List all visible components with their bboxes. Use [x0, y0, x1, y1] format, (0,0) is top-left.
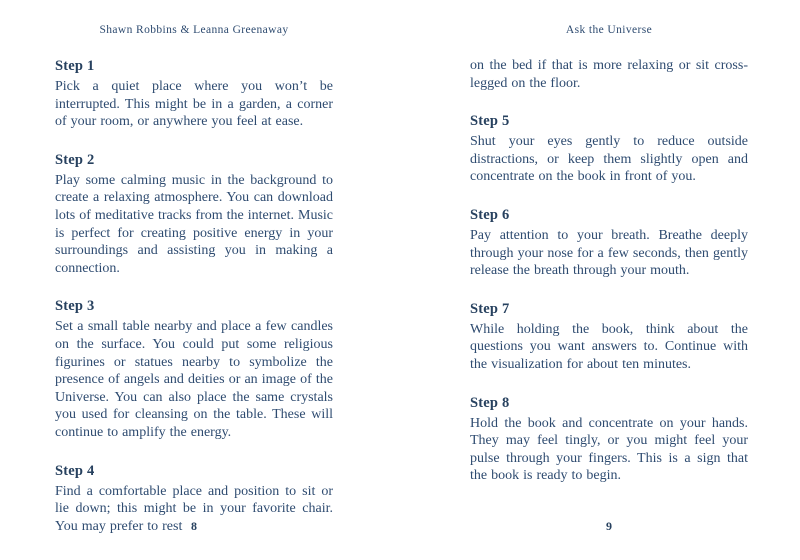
step-heading: Step 3: [55, 298, 95, 315]
step-heading: Step 2: [55, 151, 95, 168]
step-body: While holding the book, think about the questions you want answers to. Continue with the visualization for about ten minutes.: [470, 321, 748, 372]
step-body: Set a small table nearby and place a few candles on the surface. You could put some religious figurines or statues nearby to symbolize the presence of angels and deities or an image of the Universe. You can also place the same crystals you used for cleansing on the table. These will continue to amplify the energy.: [55, 319, 333, 440]
right-page-content: [470, 57, 748, 485]
right-page: [470, 0, 748, 560]
step-section-1: [55, 57, 333, 131]
step-heading: Step 4: [55, 462, 95, 479]
step-heading: Step 5: [470, 113, 510, 130]
page-number-right: 9: [606, 519, 612, 533]
step-section-6: [470, 206, 748, 280]
step-heading: Step 6: [470, 206, 510, 223]
running-head-title: Ask the Universe: [565, 24, 653, 36]
step-heading: Step 8: [470, 394, 510, 411]
step-heading: Step 1: [55, 58, 95, 74]
step-section-8: [470, 394, 748, 485]
step-section-5: [470, 112, 748, 186]
continuation-paragraph: on the bed if that is more relaxing or sit cross-legged on the floor.: [470, 58, 748, 91]
step-section-2: [55, 151, 333, 278]
running-head-author: Shawn Robbins & Leanna Greenaway: [99, 24, 289, 36]
step-section-7: [470, 300, 748, 374]
step-body: Shut your eyes gently to reduce outside distractions, or keep them slightly open and concentrate on the book in front of you.: [470, 134, 748, 185]
step-body: Find a comfortable place and position to sit or lie down; this might be in your favorite chair. You may prefer to rest: [55, 483, 333, 534]
step-body: Pick a quiet place where you won’t be interrupted. This might be in a garden, a corner of your room, or anywhere you feel at ease.: [55, 79, 333, 130]
left-page-content: [55, 57, 333, 535]
page-number-left: 8: [191, 519, 197, 533]
left-page: [55, 0, 333, 560]
step-body: Pay attention to your breath. Breathe deeply through your nose for a few seconds, then gently release the breath through your mouth.: [470, 227, 748, 279]
step-body: Hold the book and concentrate on your hands. They may feel tingly, or you might feel your pulse through your fingers. This is a sign that the book is ready to begin.: [470, 415, 748, 484]
step-section-3: [55, 297, 333, 441]
step-body: Play some calming music in the background to create a relaxing atmosphere. You can download lots of meditative tracks from the internet. Music is perfect for creating positive energy in your surroundings and assisting you in making a connection.: [55, 172, 333, 276]
step-heading: Step 7: [470, 300, 510, 317]
